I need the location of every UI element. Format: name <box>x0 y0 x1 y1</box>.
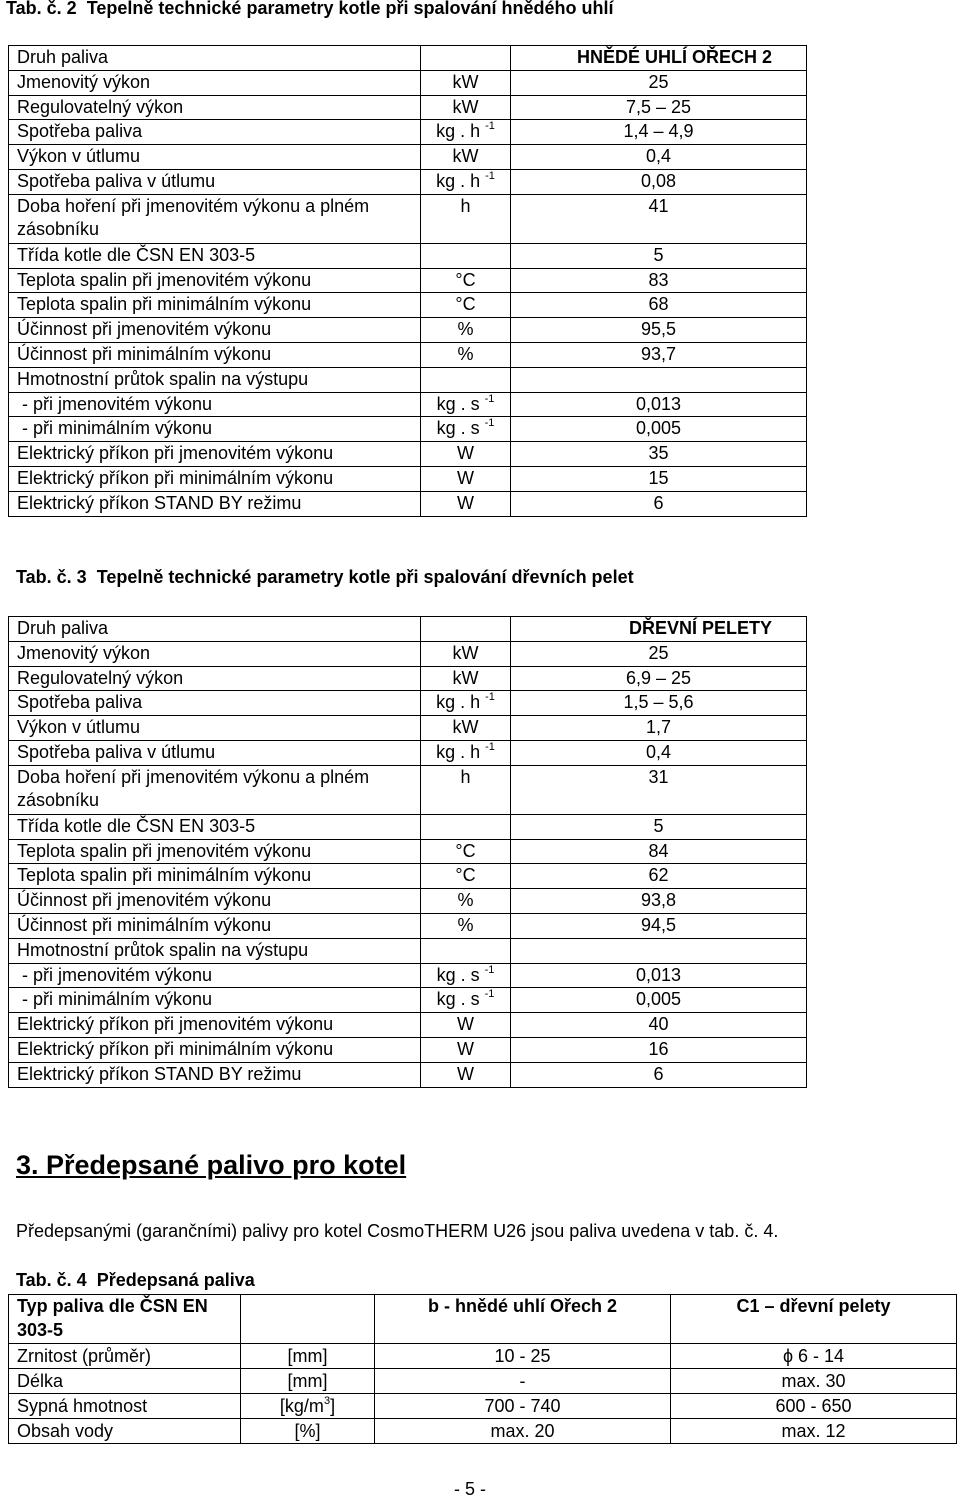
table3-row-value <box>511 938 807 963</box>
table4-row-unit-text: [%] <box>294 1421 321 1441</box>
table3-row-unit-sup: -1 <box>485 691 495 704</box>
table2-row-value: 7,5 – 25 <box>511 95 807 120</box>
table3-caption-label: Tab. č. 3 <box>16 567 87 587</box>
table2-body <box>9 46 807 517</box>
table3-row-label: Regulovatelný výkon <box>9 666 421 691</box>
table3-header-value: DŘEVNÍ PELETY <box>511 617 807 642</box>
table2-row <box>9 145 807 170</box>
table3-row-label: Teplota spalin při jmenovitém výkonu <box>9 839 421 864</box>
table3-header-unit <box>421 617 511 642</box>
table2-caption-label: Tab. č. 2 <box>6 0 77 18</box>
table3-row <box>9 913 807 938</box>
table3-row-unit <box>421 1062 511 1087</box>
table4-row-unit-text: [mm] <box>287 1346 328 1366</box>
table2-row <box>9 70 807 95</box>
table3-row-unit-text: % <box>457 890 474 911</box>
table3-row-unit-text: kg . h <box>436 741 481 762</box>
table2-row-unit <box>421 491 511 516</box>
table4-row-unit-text: [kg/m <box>279 1396 324 1416</box>
table2-row-unit-text: °C <box>455 294 476 315</box>
table2-row-unit-sup: -1 <box>485 120 495 133</box>
table3-row-unit <box>421 839 511 864</box>
table3-row-label: - při minimálním výkonu <box>9 988 421 1013</box>
table3-row-unit-text: W <box>457 1063 474 1084</box>
table2-row-unit-sup: -1 <box>484 392 495 405</box>
table2-row-unit-text: W <box>457 443 474 464</box>
table2-row-unit <box>421 367 511 392</box>
table2-row-unit <box>421 120 511 145</box>
table3-row <box>9 716 807 741</box>
table2-row-label: Elektrický příkon při jmenovitém výkonu <box>9 442 421 467</box>
table2-row-unit-text: kW <box>452 146 479 167</box>
table3-row-value: 1,7 <box>511 716 807 741</box>
table4 <box>8 1294 957 1444</box>
table3-row-unit <box>421 1013 511 1038</box>
table2-row-value: 93,7 <box>511 342 807 367</box>
table2-row <box>9 268 807 293</box>
table3-header-label: Druh paliva <box>9 617 421 642</box>
table2-row <box>9 491 807 516</box>
table3-row-label: Elektrický příkon při minimálním výkonu <box>9 1037 421 1062</box>
table3-row <box>9 963 807 988</box>
table3-row-label: Teplota spalin při minimálním výkonu <box>9 864 421 889</box>
table3-row-unit <box>421 740 511 765</box>
table4-row-coal: - <box>375 1369 671 1394</box>
table2-row-unit <box>421 293 511 318</box>
table4-row-unit-sup: 3 <box>323 1395 331 1407</box>
table2-row-unit-text: W <box>457 467 474 488</box>
table3-row-unit-text: kg . s <box>436 989 480 1010</box>
table4-row-unit <box>241 1344 375 1369</box>
table2-row <box>9 120 807 145</box>
table3-row-unit <box>421 765 511 814</box>
table2-row-label: Regulovatelný výkon <box>9 95 421 120</box>
table3-row <box>9 691 807 716</box>
table3-row-label: Spotřeba paliva <box>9 691 421 716</box>
table3-row <box>9 988 807 1013</box>
table2-row-unit <box>421 466 511 491</box>
table2-row <box>9 367 807 392</box>
table2-row-unit <box>421 95 511 120</box>
table2-header-value: HNĚDÉ UHLÍ OŘECH 2 <box>511 46 807 71</box>
table3-row-unit-text: W <box>457 1014 474 1035</box>
table2-row-label: Účinnost při minimálním výkonu <box>9 342 421 367</box>
table3-row-value: 16 <box>511 1037 807 1062</box>
table3-row-unit-text: °C <box>455 840 476 861</box>
table3-row-value: 93,8 <box>511 889 807 914</box>
table2-row-unit-text: °C <box>455 269 476 290</box>
table3-row <box>9 1013 807 1038</box>
table2-row-unit <box>421 318 511 343</box>
table3-row-unit <box>421 963 511 988</box>
table3-row-value: 40 <box>511 1013 807 1038</box>
table2-row-label: Teplota spalin při minimálním výkonu <box>9 293 421 318</box>
table3-row-unit-text: % <box>457 914 474 935</box>
table2-row-unit-text: kW <box>452 96 479 117</box>
table4-header-coal: b - hnědé uhlí Ořech 2 <box>375 1295 671 1344</box>
table2 <box>8 45 807 517</box>
table3-row-unit <box>421 1037 511 1062</box>
table2-row <box>9 466 807 491</box>
table2-row-label: Třída kotle dle ČSN EN 303-5 <box>9 243 421 268</box>
table4-row-unit <box>241 1419 375 1444</box>
table4-row <box>9 1344 957 1369</box>
table2-row <box>9 293 807 318</box>
table4-header-pellets: C1 – dřevní pelety <box>671 1295 957 1344</box>
table3-row-unit <box>421 814 511 839</box>
table2-row <box>9 95 807 120</box>
table2-row-unit <box>421 194 511 243</box>
table2-row-value: 0,08 <box>511 169 807 194</box>
table3-caption-text: Tepelně technické parametry kotle při spalování dřevních pelet <box>96 567 634 587</box>
table2-row-unit <box>421 417 511 442</box>
table4-caption-text: Předepsaná paliva <box>96 1270 255 1290</box>
table2-row-value: 15 <box>511 466 807 491</box>
table3-row-unit-sup: -1 <box>485 740 495 753</box>
table2-row-unit-text: h <box>460 195 471 216</box>
table2-row-label: Doba hoření při jmenovitém výkonu a plném zásobníku <box>9 194 421 243</box>
table3-row-label: Hmotnostní průtok spalin na výstupu <box>9 938 421 963</box>
table3-row-value: 94,5 <box>511 913 807 938</box>
table2-row-unit <box>421 392 511 417</box>
table2-row-value: 35 <box>511 442 807 467</box>
table2-row-value: 5 <box>511 243 807 268</box>
table3-row-unit <box>421 889 511 914</box>
table3-row-unit-text: h <box>460 766 471 787</box>
table2-row-unit <box>421 145 511 170</box>
table2-row-value: 1,4 – 4,9 <box>511 120 807 145</box>
table3-row-unit-text: kW <box>452 642 479 663</box>
table3-row-unit-text: kg . s <box>436 964 480 985</box>
table3-row-label: Účinnost při jmenovitém výkonu <box>9 889 421 914</box>
table3-row-value: 0,4 <box>511 740 807 765</box>
table4-row-coal: max. 20 <box>375 1419 671 1444</box>
table3-row <box>9 864 807 889</box>
table3-row <box>9 765 807 814</box>
table2-row-unit <box>421 169 511 194</box>
table3-row-unit <box>421 913 511 938</box>
table2-row <box>9 442 807 467</box>
table2-row-value: 0,013 <box>511 392 807 417</box>
table2-row-unit-text: W <box>457 492 474 513</box>
table4-row-label: Sypná hmotnost <box>9 1394 241 1419</box>
table2-row-unit-text: kg . s <box>436 418 480 439</box>
table2-row-label: Elektrický příkon STAND BY režimu <box>9 491 421 516</box>
table3-row-value: 84 <box>511 839 807 864</box>
table3-row <box>9 1037 807 1062</box>
section-heading: 3. Předepsané palivo pro kotel <box>16 1150 407 1180</box>
table3-row-unit-sup: -1 <box>484 963 495 976</box>
table4-header-type: Typ paliva dle ČSN EN 303-5 <box>9 1295 241 1344</box>
table3-row-unit <box>421 691 511 716</box>
table4-header-row <box>9 1295 957 1344</box>
table2-row-label: Teplota spalin při jmenovitém výkonu <box>9 268 421 293</box>
table3-row-label: Doba hoření při jmenovitém výkonu a plném zásobníku <box>9 765 421 814</box>
table3-header-row <box>9 617 807 642</box>
table2-row-unit-sup: -1 <box>485 169 495 182</box>
table4-row-pellets: max. 30 <box>671 1369 957 1394</box>
table4-row <box>9 1419 957 1444</box>
table2-row <box>9 342 807 367</box>
table2-row <box>9 318 807 343</box>
table4-row-pellets: 600 - 650 <box>671 1394 957 1419</box>
table4-row <box>9 1394 957 1419</box>
table3-row-unit-text: kW <box>452 717 479 738</box>
table2-row-value: 95,5 <box>511 318 807 343</box>
table3-row <box>9 938 807 963</box>
table2-row-value: 68 <box>511 293 807 318</box>
table4-row-pellets: ϕ 6 - 14 <box>671 1344 957 1369</box>
table2-row <box>9 417 807 442</box>
table3-row-value: 0,013 <box>511 963 807 988</box>
table3-row-value: 25 <box>511 641 807 666</box>
table2-header-label: Druh paliva <box>9 46 421 71</box>
table4-row-pellets: max. 12 <box>671 1419 957 1444</box>
table2-row-unit <box>421 243 511 268</box>
table3-row <box>9 889 807 914</box>
table2-row <box>9 243 807 268</box>
table2-caption <box>6 0 614 19</box>
table3-row-unit-text: °C <box>455 865 476 886</box>
table3-caption <box>16 567 634 588</box>
table3-body <box>9 617 807 1088</box>
table3-row-value: 31 <box>511 765 807 814</box>
table2-row-label: Hmotnostní průtok spalin na výstupu <box>9 367 421 392</box>
table2-row <box>9 194 807 243</box>
table3-row-label: - při jmenovitém výkonu <box>9 963 421 988</box>
table3-row <box>9 1062 807 1087</box>
table4-row-label: Délka <box>9 1369 241 1394</box>
table3-row-unit-text: kg . h <box>436 692 481 713</box>
table3 <box>8 616 807 1088</box>
table3-row-unit <box>421 641 511 666</box>
table4-header-unit <box>241 1295 375 1344</box>
table2-header-row <box>9 46 807 71</box>
table4-caption <box>16 1270 255 1291</box>
table2-row-unit-text: kg . h <box>436 121 481 142</box>
table3-row-unit <box>421 988 511 1013</box>
table3-row-unit <box>421 938 511 963</box>
table2-row-value: 0,4 <box>511 145 807 170</box>
table2-row-unit <box>421 70 511 95</box>
table2-row <box>9 392 807 417</box>
table2-caption-text: Tepelně technické parametry kotle při spalování hnědého uhlí <box>86 0 614 18</box>
table2-row-label: Jmenovitý výkon <box>9 70 421 95</box>
table4-row-unit <box>241 1369 375 1394</box>
table2-row-unit-text: % <box>457 343 474 364</box>
table3-row-unit-text: W <box>457 1038 474 1059</box>
table3-row-value: 1,5 – 5,6 <box>511 691 807 716</box>
table2-row-value: 25 <box>511 70 807 95</box>
table3-row-unit <box>421 864 511 889</box>
table3-row-label: Elektrický příkon STAND BY režimu <box>9 1062 421 1087</box>
table2-row-label: Spotřeba paliva <box>9 120 421 145</box>
table2-header-unit <box>421 46 511 71</box>
table3-row-unit <box>421 666 511 691</box>
table3-row-unit-text: kW <box>452 667 479 688</box>
table3-row-value: 6 <box>511 1062 807 1087</box>
table2-row-label: - při jmenovitém výkonu <box>9 392 421 417</box>
table2-row-label: - při minimálním výkonu <box>9 417 421 442</box>
table2-row-unit-text: kW <box>452 71 479 92</box>
table2-row-label: Spotřeba paliva v útlumu <box>9 169 421 194</box>
table4-caption-label: Tab. č. 4 <box>16 1270 87 1290</box>
table2-row-label: Účinnost při jmenovitém výkonu <box>9 318 421 343</box>
table3-row-value: 62 <box>511 864 807 889</box>
table2-row-unit <box>421 342 511 367</box>
table3-row-label: Účinnost při minimálním výkonu <box>9 913 421 938</box>
table3-row <box>9 839 807 864</box>
table3-row <box>9 666 807 691</box>
table3-row-unit-sup: -1 <box>484 988 495 1001</box>
table3-row-label: Jmenovitý výkon <box>9 641 421 666</box>
table3-row <box>9 740 807 765</box>
table2-row-value <box>511 367 807 392</box>
table2-row-label: Elektrický příkon při minimálním výkonu <box>9 466 421 491</box>
table3-row <box>9 814 807 839</box>
table3-row-label: Třída kotle dle ČSN EN 303-5 <box>9 814 421 839</box>
table4-row-unit-text: [mm] <box>287 1371 328 1391</box>
table3-row <box>9 641 807 666</box>
table2-row-value: 83 <box>511 268 807 293</box>
page-number: - 5 - <box>453 1479 486 1499</box>
table2-row-value: 41 <box>511 194 807 243</box>
table2-row <box>9 169 807 194</box>
table3-row-value: 6,9 – 25 <box>511 666 807 691</box>
table4-row <box>9 1369 957 1394</box>
table3-row-label: Elektrický příkon při jmenovitém výkonu <box>9 1013 421 1038</box>
table2-row-unit-text: kg . s <box>436 393 480 414</box>
table2-row-value: 6 <box>511 491 807 516</box>
table3-row-label: Výkon v útlumu <box>9 716 421 741</box>
table3-row-value: 0,005 <box>511 988 807 1013</box>
table2-row-unit-sup: -1 <box>484 417 495 430</box>
table3-row-value: 5 <box>511 814 807 839</box>
table2-row-unit <box>421 442 511 467</box>
table4-row-label: Zrnitost (průměr) <box>9 1344 241 1369</box>
table3-row-label: Spotřeba paliva v útlumu <box>9 740 421 765</box>
table2-row-label: Výkon v útlumu <box>9 145 421 170</box>
section-paragraph: Předepsanými (garančními) palivy pro kotel CosmoTHERM U26 jsou paliva uvedena v tab. č. 4. <box>16 1221 779 1241</box>
table4-row-unit-close: ] <box>330 1396 336 1416</box>
table4-row-coal: 10 - 25 <box>375 1344 671 1369</box>
table4-row-unit <box>241 1394 375 1419</box>
table4-body <box>9 1295 957 1444</box>
table2-row-unit-text: kg . h <box>436 170 481 191</box>
table2-row-unit <box>421 268 511 293</box>
table4-row-label: Obsah vody <box>9 1419 241 1444</box>
table3-row-unit <box>421 716 511 741</box>
table2-row-value: 0,005 <box>511 417 807 442</box>
table2-row-unit-text: % <box>457 319 474 340</box>
table4-row-coal: 700 - 740 <box>375 1394 671 1419</box>
